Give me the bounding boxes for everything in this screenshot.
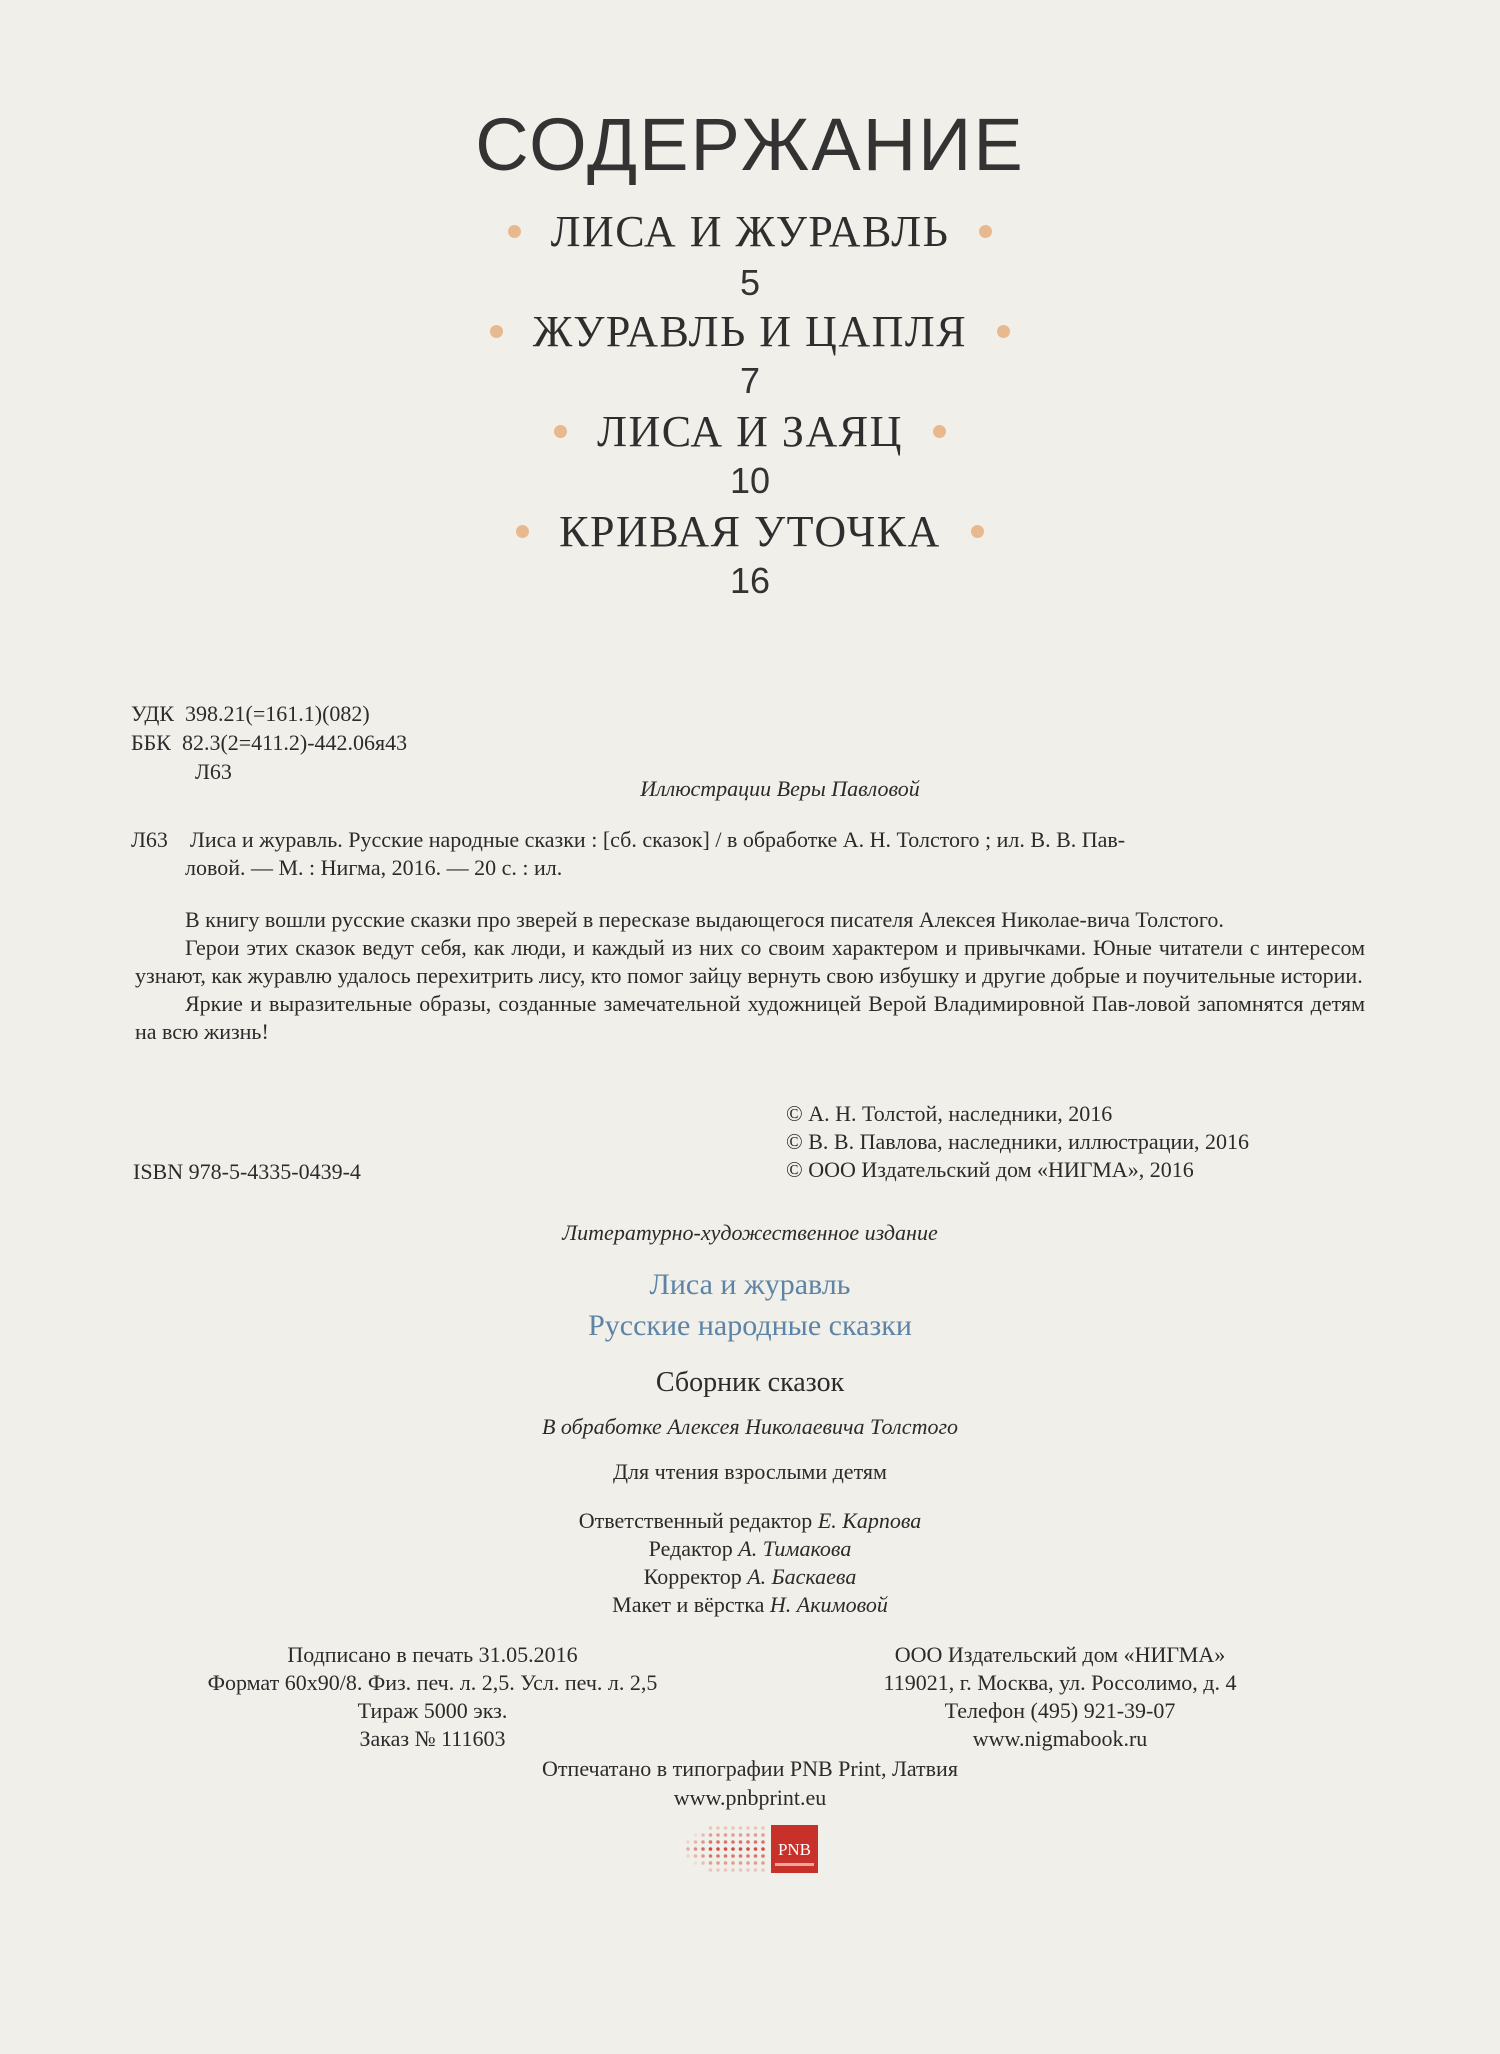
print-run: Тираж 5000 экз. [357,1698,508,1723]
logo-dot [724,1840,728,1844]
bibliographic-line-2: ловой. — М. : Нигма, 2016. — 20 с. : ил. [185,855,563,880]
logo-dot [724,1826,728,1830]
udk-line [131,700,370,728]
author-mark: Л63 [195,759,232,784]
logo-dot [731,1861,735,1865]
isbn: ISBN 978-5-4335-0439-4 [133,1159,361,1184]
toc-entry-page: 5 [739,262,761,303]
logo-dot [754,1833,758,1837]
logo-dot [731,1833,735,1837]
credit-row [0,1563,1500,1591]
udk-value: 398.21(=161.1)(082) [185,701,370,726]
logo-dot [746,1861,750,1865]
bibliographic-line-1: Лиса и журавль. Русские народные сказки : [сб. сказок] / в обработке А. Н. Толстого ; ил. В. В. Пав- [189,827,1126,852]
logo-dot [754,1826,758,1830]
printed-at: Отпечатано в типографии PNB Print, Латвия [542,1756,958,1781]
logo-dot [739,1854,743,1858]
logo-dot [739,1847,743,1851]
toc-entry-title: ЛИСА И ЖУРАВЛЬ [550,207,950,256]
publisher-phone: Телефон (495) 921-39-07 [944,1698,1176,1723]
copyright-block [786,1100,1249,1184]
imprint-subtitle: Сборник сказок [655,1367,845,1398]
toc-entry [0,406,1500,457]
credit-role: Редактор [648,1536,733,1561]
publisher-block [780,1641,1340,1753]
logo-dot [709,1840,713,1844]
print-details [100,1641,765,1753]
logo-dot [761,1840,765,1844]
copyright-line: © А. Н. Толстой, наследники, 2016 [786,1101,1113,1126]
printer-site: www.pnbprint.eu [673,1785,827,1810]
credit-person: Е. Карпова [817,1508,922,1533]
logo-dot [694,1861,698,1865]
logo-dot [701,1861,705,1865]
logo-dot [724,1868,728,1872]
logo-dot [709,1847,713,1851]
logo-dot [709,1826,713,1830]
toc-entry-page: 10 [729,460,771,501]
imprint-audience: Для чтения взрослыми детям [613,1459,887,1484]
logo-dot [694,1854,698,1858]
logo-dot [701,1847,705,1851]
illustrations-credit: Иллюстрации Веры Павловой [640,776,920,801]
logo-dot [731,1854,735,1858]
credit-person: Н. Акимовой [769,1592,888,1617]
bullet-dot-icon [508,225,521,238]
publisher-name: ООО Издательский дом «НИГМА» [894,1642,1226,1667]
logo-dot [694,1833,698,1837]
annotation-paragraph: В книгу вошли русские сказки про зверей в пересказе выдающегося писателя Алексея Николае-вича Толстого. [185,907,1224,932]
logo-dot [731,1847,735,1851]
edition-type: Литературно-художественное издание [562,1220,938,1245]
copyright-line: © ООО Издательский дом «НИГМА», 2016 [786,1157,1194,1182]
credit-row [0,1591,1500,1619]
pnb-print-logo [685,1823,820,1875]
logo-dot [754,1868,758,1872]
credit-row [0,1535,1500,1563]
credits [0,1507,1500,1619]
print-signed: Подписано в печать 31.05.2016 [287,1642,578,1667]
logo-dot [739,1833,743,1837]
bullet-dot-icon [971,525,984,538]
page-title: СОДЕРЖАНИЕ [475,103,1025,186]
logo-dot [746,1833,750,1837]
logo-dot [686,1854,690,1858]
credit-row [0,1507,1500,1535]
credit-person: А. Баскаева [747,1564,857,1589]
toc-entry-title: ЛИСА И ЗАЯЦ [597,407,903,456]
bullet-dot-icon [490,325,503,338]
bullet-dot-icon [979,225,992,238]
logo-dot [716,1840,720,1844]
bbk-value: 82.3(2=411.2)-442.06я43 [181,730,408,755]
logo-dot [709,1868,713,1872]
imprint-title: Лиса и журавль [649,1268,851,1301]
logo-dot [724,1854,728,1858]
bullet-dot-icon [933,425,946,438]
logo-dot [761,1868,765,1872]
credit-role: Макет и вёрстка [612,1592,765,1617]
toc-entry [0,206,1500,257]
logo-dot [686,1840,690,1844]
logo-dot [754,1847,758,1851]
imprint-adaptation: В обработке Алексея Николаевича Толстого [541,1414,959,1439]
annotation [135,906,1365,1046]
bibliographic-entry [131,826,1371,882]
annotation-paragraph: Герои этих сказок ведут себя, как люди, и каждый из них со своим характером и привычками. Юные читатели с интересом узнают, как журавлю удалось перехитрить лису, кто помог зайцу вернуть свою избушку и другие добрые и поучительные истории. [135,935,1365,988]
bullet-dot-icon [997,325,1010,338]
logo-dot [754,1854,758,1858]
logo-dot [746,1826,750,1830]
logo-dot [746,1847,750,1851]
bibliographic-mark: Л63 [131,827,168,852]
bullet-dot-icon [516,525,529,538]
logo-dot [761,1861,765,1865]
logo-dot [754,1840,758,1844]
logo-dot [686,1847,690,1851]
logo-dot [761,1826,765,1830]
logo-dot [716,1854,720,1858]
udk-label: УДК [131,701,175,726]
logo-dot [746,1868,750,1872]
toc-entry [0,306,1500,357]
imprint-title-series: Русские народные сказки [588,1309,912,1342]
logo-dot [709,1861,713,1865]
logo-dot [731,1840,735,1844]
logo-dot [694,1847,698,1851]
print-format: Формат 60x90/8. Физ. печ. л. 2,5. Усл. печ. л. 2,5 [207,1670,658,1695]
toc-entry [0,506,1500,557]
credit-role: Корректор [643,1564,742,1589]
logo-dot [716,1826,720,1830]
logo-dot [731,1868,735,1872]
logo-dot [746,1840,750,1844]
credit-role: Ответственный редактор [578,1508,813,1533]
toc-entry-page: 7 [739,360,761,401]
logo-dot [701,1840,705,1844]
logo-dot [724,1833,728,1837]
logo-dot [761,1854,765,1858]
logo-dot [731,1826,735,1830]
logo-dot [761,1833,765,1837]
bbk-label: ББК [131,730,171,755]
logo-dot [739,1826,743,1830]
logo-dot [694,1840,698,1844]
logo-dot [739,1840,743,1844]
logo-dot [754,1861,758,1865]
logo-dot [709,1854,713,1858]
logo-dot [739,1868,743,1872]
logo-dot [724,1847,728,1851]
logo-dot [709,1833,713,1837]
print-order: Заказ № 111603 [359,1726,506,1751]
logo-dot [716,1833,720,1837]
copyright-line: © В. В. Павлова, наследники, иллюстрации, 2016 [786,1129,1250,1154]
logo-dot [701,1833,705,1837]
logo-dot [716,1861,720,1865]
logo-dot [716,1847,720,1851]
credit-person: А. Тимакова [738,1536,852,1561]
publisher-address: 119021, г. Москва, ул. Россолимо, д. 4 [883,1670,1237,1695]
bbk-line [131,729,407,757]
logo-dot [724,1861,728,1865]
logo-dot [701,1854,705,1858]
publisher-site: www.nigmabook.ru [972,1726,1148,1751]
logo-dot [761,1847,765,1851]
toc-entry-title: КРИВАЯ УТОЧКА [559,507,941,556]
logo-dot [746,1854,750,1858]
annotation-paragraph: Яркие и выразительные образы, созданные замечательной художницей Верой Владимировной Пав-ловой запомнятся детям на всю жизнь! [135,991,1365,1044]
toc-entry-title: ЖУРАВЛЬ И ЦАПЛЯ [532,307,968,356]
pnb-logo-text: PNB [777,1840,812,1859]
bullet-dot-icon [554,425,567,438]
logo-dot [739,1861,743,1865]
toc-entry-page: 16 [729,560,771,601]
logo-dot [716,1868,720,1872]
